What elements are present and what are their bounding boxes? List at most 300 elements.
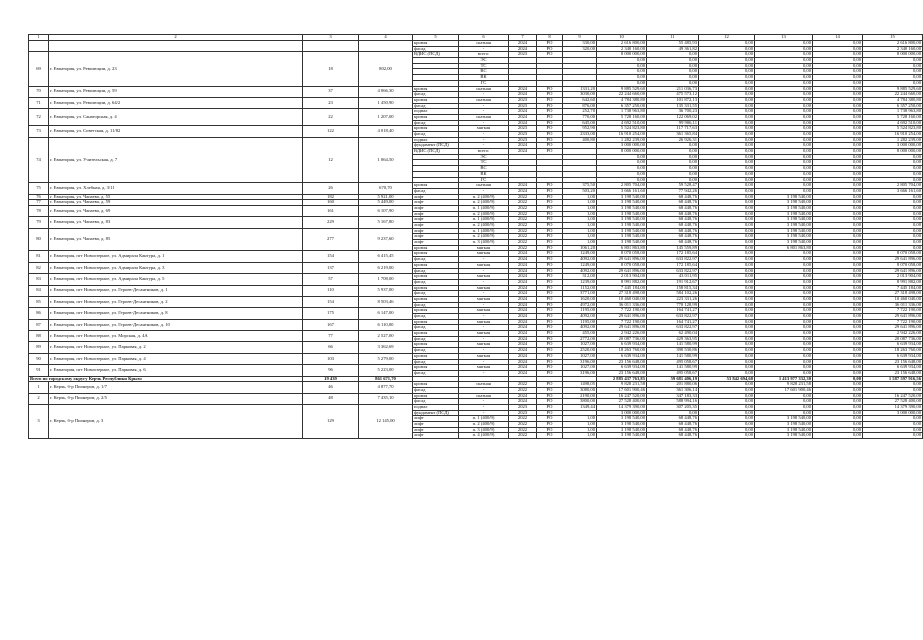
column-number: 5 [413,35,459,41]
work-cell: РО [537,120,563,126]
work-cell: 252,70 [563,109,597,115]
work-cell: 2333,00 [563,132,597,138]
work-cell: 0,00 [813,166,863,172]
work-cell: 0,00 [813,183,863,189]
work-cell: 0,00 [813,177,863,183]
work-cell: 2024 [509,188,537,194]
column-number: 6 [459,35,509,41]
work-cell: 0,00 [813,92,863,98]
work-cell: кровля [413,296,459,302]
work-cell: 1249,00 [563,262,597,268]
work-cell: 7 722 190,00 [863,319,923,325]
row-number: 72 [29,109,49,126]
work-cell: 2022 [509,211,537,217]
work-cell: - [459,325,509,331]
work-cell: 2022 [509,240,537,246]
work-cell: ГС [459,80,509,86]
work-cell: 0,00 [813,69,863,75]
work-cell: подвал [413,109,459,115]
work-cell: РО [537,143,563,149]
building-address: г. Евпатория, ул. Чапаева, д. 83 [49,217,303,228]
work-cell: 29 641 896,00 [863,325,923,331]
work-cell: 211 036,73 [647,86,699,92]
work-cell: 0,00 [755,336,813,342]
residents-count: 26 [303,183,359,194]
work-cell: 2024 [509,365,537,371]
work-cell: 0,00 [813,359,863,365]
work-cell: 0,00 [863,80,923,86]
work-cell: 18 263 760,00 [597,348,647,354]
work-cell: 0,00 [863,200,923,206]
work-cell: 191 912,67 [647,279,699,285]
work-cell: 201 880,06 [647,382,699,388]
work-cell: 3 198 540,00 [597,433,647,439]
work-cell: 0,00 [813,63,863,69]
column-number: 7 [509,35,537,41]
building-area: 670,70 [359,183,413,194]
work-cell: 361 365,84 [647,132,699,138]
work-cell: 347 183,33 [647,393,699,399]
work-cell: 26 926,31 [647,137,699,143]
work-cell: 0,00 [755,52,813,58]
work-cell: 2024 [509,114,537,120]
work-cell: 0,00 [863,75,923,81]
work-cell: 1,00 [563,422,597,428]
column-number: 14 [813,35,863,41]
work-cell: 2024 [509,308,537,314]
building-address: г. Керчь, б-р Пионеров, д. 3 [49,405,303,439]
work-cell: 0,00 [699,103,755,109]
work-cell: кровля [413,308,459,314]
work-cell: п. 2 (400/9) [459,194,509,200]
work-cell: 8 000 000,00 [863,52,923,58]
work-cell: 14 379 390,00 [597,405,647,411]
building-address: г. Керчь, б-р Пионеров, д. 1/7 [49,382,303,393]
work-cell: РО [537,52,563,58]
work-cell: 0,00 [755,302,813,308]
work-cell: 4092,00 [563,268,597,274]
work-cell: 0,00 [813,319,863,325]
work-cell: 0,00 [863,154,923,160]
work-cell: 0,00 [813,114,863,120]
work-cell: 0,00 [755,92,813,98]
work-cell: 2024 [509,183,537,189]
work-cell: 3 198 540,00 [597,427,647,433]
work-cell: 0,00 [813,205,863,211]
work-cell: 10 460 040,00 [863,296,923,302]
work-cell: 9 885 529,60 [863,86,923,92]
work-cell: 0,00 [597,63,647,69]
work-cell: 3 198 540,00 [597,240,647,246]
work-cell: 2024 [509,120,537,126]
work-cell: 20 087 736,00 [597,336,647,342]
work-cell: - [459,137,509,143]
work-cell: 1152,00 [563,285,597,291]
work-cell: 17 601 900,46 [597,387,647,393]
work-cell: 0,00 [813,416,863,422]
work-cell: 0,00 [813,234,863,240]
work-cell: п. 1 (400/9) [459,205,509,211]
work-cell: 2022 [509,245,537,251]
work-cell: 68 448,76 [647,223,699,229]
work-cell: 0,00 [863,217,923,223]
work-cell: 0,00 [813,427,863,433]
work-cell: фасад [413,325,459,331]
work-cell: 4972,00 [563,302,597,308]
work-cell: - [459,257,509,263]
work-cell: 0,00 [863,166,923,172]
work-cell: лифт [413,240,459,246]
work-cell: 68 448,76 [647,228,699,234]
work-cell: 0,00 [699,410,755,416]
work-cell: РО [537,291,563,297]
work-cell: 0,00 [755,58,813,64]
work-cell: 0,00 [813,342,863,348]
work-cell: 68 448,76 [647,416,699,422]
work-cell: 2024 [509,319,537,325]
work-cell: 0,00 [699,205,755,211]
work-cell: 0,00 [813,132,863,138]
residents-count: 137 [303,262,359,273]
work-cell: 223 331,26 [647,296,699,302]
work-cell: 0,00 [755,291,813,297]
building-address: г. Евпатория, ул. Советская, д. 11/82 [49,126,303,137]
work-cell: 0,00 [699,285,755,291]
work-cell: мягкая [459,365,509,371]
work-cell: 770 128,99 [647,302,699,308]
work-cell: 164 741,27 [647,319,699,325]
work-cell: фасад [413,257,459,263]
work-cell: 0,00 [699,177,755,183]
work-cell: 0,00 [813,154,863,160]
building-address: г. Евпатория, ул. Революции, д. 23 [49,52,303,86]
work-cell: 0,00 [647,52,699,58]
building-address [49,41,303,52]
work-cell: 0,00 [755,296,813,302]
residents-count: 161 [303,205,359,216]
work-cell: 2023 [509,410,537,416]
work-cell: 4 692 510,00 [597,120,647,126]
work-cell: 23 156 648,00 [863,370,923,376]
work-cell: 1498,05 [563,382,597,388]
work-cell: 59 528,47 [647,183,699,189]
column-number: 13 [755,35,813,41]
total-count: 19 439 [303,376,359,382]
work-cell: фасад [413,268,459,274]
work-cell: 0,00 [813,223,863,229]
work-cell: 99 906,11 [647,120,699,126]
work-cell: 6 357 250,00 [597,103,647,109]
work-cell: 0,00 [647,166,699,172]
work-cell: 5 524 823,80 [597,126,647,132]
work-cell: 6 801 863,80 [755,245,813,251]
work-cell: кровля [413,114,459,120]
work-cell: 5 728 160,00 [863,114,923,120]
work-cell: 1,00 [563,205,597,211]
work-cell: 0,00 [813,46,863,52]
work-cell: 2024 [509,393,537,399]
building-area: 2 527,00 [359,331,413,342]
work-cell: 0,00 [813,58,863,64]
work-cell: 2022 [509,228,537,234]
work-cell: п. 2 (400/9) [459,200,509,206]
work-cell: 2023 [509,405,537,411]
work-cell: фасад [413,399,459,405]
work-cell: 0,00 [755,314,813,320]
work-cell: 29 641 896,00 [863,268,923,274]
work-cell: 0,00 [699,200,755,206]
work-cell: РО [537,296,563,302]
work-cell: 2022 [509,200,537,206]
work-cell: 0,00 [813,200,863,206]
work-cell: 0,00 [699,63,755,69]
work-cell: РО [537,137,563,143]
work-cell: 8 070 058,00 [597,262,647,268]
work-cell: скатная [459,86,509,92]
residents-count: 57 [303,274,359,285]
residents-count: 46 [303,382,359,393]
work-cell: лифт [413,194,459,200]
work-cell: 0,00 [699,211,755,217]
work-cell: 2 340 160,00 [597,46,647,52]
work-cell: 2022 [509,433,537,439]
work-cell: 36 700,23 [647,109,699,115]
work-cell: 0,00 [699,302,755,308]
work-cell: 0,00 [813,433,863,439]
row-number: 71 [29,97,49,108]
work-cell: 141 580,99 [647,353,699,359]
work-cell: 4092,00 [563,325,597,331]
work-cell: 3 198 540,00 [597,223,647,229]
work-cell: 2024 [509,251,537,257]
work-cell: 0,00 [813,405,863,411]
work-cell: 3 198 540,00 [755,422,813,428]
residents-count: 12 [303,137,359,183]
work-cell: - [459,120,509,126]
work-cell: РО [537,416,563,422]
work-cell: 0,00 [755,399,813,405]
work-cell: 0,00 [813,302,863,308]
work-cell: 2022 [509,427,537,433]
work-cell: ВДИС (ПСД) [413,149,459,155]
work-cell: 0,00 [813,336,863,342]
total-label: Всего по городскому округу Керчь Республики Крым: [29,376,303,382]
work-cell: п. 2 (400/9) [459,223,509,229]
work-cell: 0,00 [699,97,755,103]
work-cell: 0,00 [813,325,863,331]
work-cell: - [459,143,509,149]
work-cell: 0,00 [813,86,863,92]
column-number: 2 [49,35,303,41]
work-cell: 0,00 [813,188,863,194]
row-number: 74 [29,137,49,183]
work-cell: 503,20 [563,188,597,194]
work-cell: 3 198 540,00 [755,200,813,206]
work-cell: 8 991 882,00 [597,279,647,285]
work-cell: кровля [413,41,459,47]
work-cell: 2 942 226,00 [597,331,647,337]
work-cell: кровля [413,331,459,337]
work-cell: 588 994,16 [647,399,699,405]
total-value: 1 413 977 332,30 [755,376,813,382]
work-cell: 3 198 540,00 [597,228,647,234]
work-cell: кровля [413,251,459,257]
building-area: 6 110,00 [359,319,413,330]
work-cell: 29 641 896,00 [863,314,923,320]
work-cell: 0,00 [699,405,755,411]
building-area: 5 921,00 [359,194,413,200]
work-cell: 0,00 [863,245,923,251]
work-cell: 0,00 [699,217,755,223]
work-cell: 164 741,27 [647,308,699,314]
row-number: 1 [29,382,49,393]
work-cell: РО [537,336,563,342]
work-cell: скатная [459,393,509,399]
building-area: 1 207,00 [359,109,413,126]
work-cell: РО [537,194,563,200]
work-cell: 2024 [509,314,537,320]
work-cell: РО [537,274,563,280]
work-cell: 16 910 254,00 [863,132,923,138]
row-number [29,41,49,52]
work-cell: 633 822,97 [647,257,699,263]
work-cell: 0,00 [699,365,755,371]
work-cell: 8 991 882,00 [863,279,923,285]
building-area: 6 415,45 [359,251,413,262]
work-cell: РО [537,257,563,263]
work-cell: 0,00 [813,97,863,103]
work-cell: 0,00 [755,342,813,348]
work-cell: 0,00 [699,416,755,422]
row-number: 73 [29,126,49,137]
work-cell: кровля [413,274,459,280]
building-address: г. Евпатория, ул. Учительская, д. 7 [49,137,303,183]
work-cell: 0,00 [699,86,755,92]
work-cell: 0,00 [813,314,863,320]
work-cell: 1,00 [563,223,597,229]
row-number: 2 [29,393,49,404]
work-cell: 0,00 [597,160,647,166]
work-cell: 0,00 [863,422,923,428]
work-cell: 0,00 [647,58,699,64]
work-cell: 2023 [509,126,537,132]
work-cell: 29 641 896,00 [597,314,647,320]
work-cell: 0,00 [863,427,923,433]
work-cell: 0,00 [597,171,647,177]
row-number: 77 [29,200,49,206]
work-cell: 22 244 660,00 [597,92,647,98]
work-cell: 0,00 [597,75,647,81]
work-cell: 16 247 520,00 [597,393,647,399]
work-cell: - [459,109,509,115]
work-cell: 20 087 736,00 [863,336,923,342]
building-address: г. Евпатория, пгт Новоозерное, ул. Парковая, д. 4 [49,353,303,364]
building-area: 4 877,70 [359,382,413,393]
work-cell: 68 448,76 [647,433,699,439]
work-cell: 2 013 904,00 [863,274,923,280]
work-cell: 29 641 896,00 [597,257,647,263]
building-address: г. Евпатория, ул. Санаторская, д. 4 [49,109,303,126]
work-cell: 3 198 540,00 [755,240,813,246]
work-cell: РО [537,342,563,348]
work-cell: 0,00 [699,319,755,325]
work-cell: мягкая [459,308,509,314]
work-cell: мягкая [459,331,509,337]
work-cell: 3 198 540,00 [755,416,813,422]
work-cell: 0,00 [863,433,923,439]
work-cell: РО [537,325,563,331]
work-cell: 0,00 [813,171,863,177]
work-cell: лифт [413,211,459,217]
work-cell: 0,00 [699,279,755,285]
work-cell: фундамент (ПСД) [413,410,459,416]
work-cell: РО [537,183,563,189]
work-cell: 0,00 [597,69,647,75]
work-cell: 0,00 [699,348,755,354]
work-cell: 6 639 934,00 [597,365,647,371]
work-cell: 0,00 [699,370,755,376]
work-cell: 68 448,76 [647,427,699,433]
work-cell: 2024 [509,336,537,342]
work-cell: 27 318 498,00 [863,291,923,297]
work-cell: 9 828 231,58 [597,382,647,388]
work-cell: 0,00 [699,393,755,399]
column-number: 8 [537,35,563,41]
work-cell: - [459,399,509,405]
work-cell: 117 717,63 [647,126,699,132]
work-cell: - [459,370,509,376]
building-address: г. Евпатория, пгт Новоозерное, ул. Героев-Десантников, д. 2 [49,296,303,307]
work-cell: 0,00 [755,257,813,263]
work-cell: 0,00 [755,154,813,160]
work-cell: 36 011 336,00 [597,302,647,308]
residents-count: 277 [303,228,359,251]
work-cell: 633 822,97 [647,268,699,274]
work-cell: 27 528 400,00 [597,399,647,405]
work-cell: 2024 [509,262,537,268]
work-cell: 0,00 [813,137,863,143]
work-cell: 7 722 190,00 [597,319,647,325]
work-cell: 145 559,89 [647,245,699,251]
work-cell: 0,00 [647,143,699,149]
work-cell: 0,00 [755,279,813,285]
work-cell: 6 639 934,00 [597,353,647,359]
work-cell: 1249,00 [563,251,597,257]
work-cell: 0,00 [755,308,813,314]
work-cell: РО [537,279,563,285]
work-cell: 0,00 [699,274,755,280]
work-cell: 2024 [509,268,537,274]
work-cell: 2024 [509,399,537,405]
work-cell: 2024 [509,353,537,359]
work-cell: 23 156 648,00 [597,370,647,376]
work-cell: 0,00 [647,171,699,177]
building-address: г. Евпатория, пгт Новоозерное, ул. Парковая, д. 6 [49,365,303,376]
work-cell: 1 282 239,00 [863,137,923,143]
work-cell: 1,00 [563,228,597,234]
work-cell: 0,00 [699,422,755,428]
work-cell: 0,00 [813,257,863,263]
work-cell: 2023 [509,52,537,58]
work-cell: 8 070 058,00 [863,251,923,257]
work-cell: мягкая [459,251,509,257]
work-cell: скатная [459,183,509,189]
work-cell: РО [537,268,563,274]
work-cell: лифт [413,223,459,229]
work-cell: 633 822,97 [647,325,699,331]
work-cell: ВК [459,171,509,177]
column-number: 11 [647,35,699,41]
